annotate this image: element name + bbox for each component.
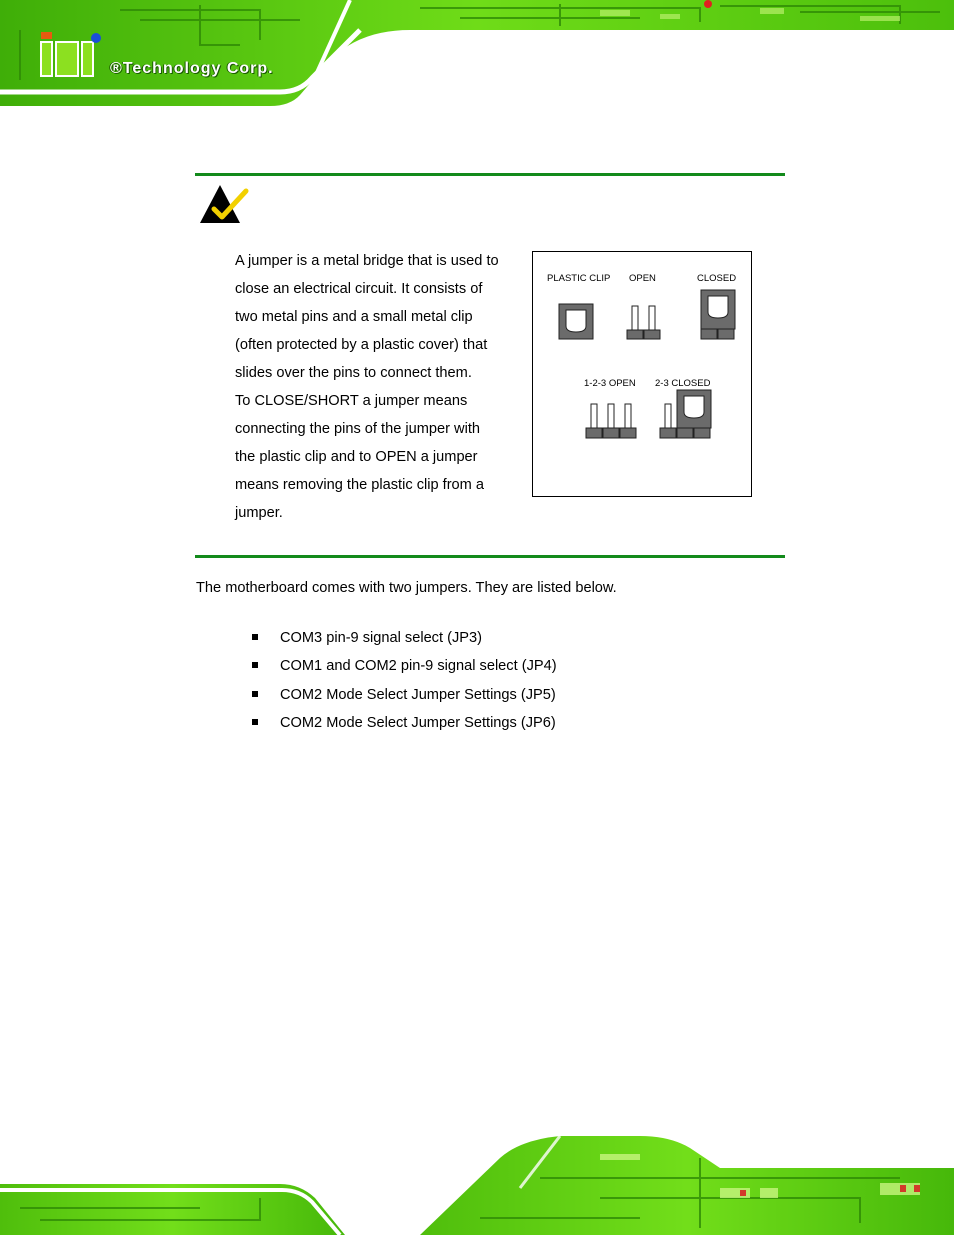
header-banner (0, 0, 954, 112)
list-item (252, 709, 557, 737)
list-item (252, 624, 557, 652)
three-pin-closed-figure (660, 390, 711, 438)
bullet-icon (252, 691, 258, 697)
note-line: means removing the plastic clip from a (235, 477, 485, 493)
circuit-board-footer-graphic (0, 1128, 954, 1235)
label-123-open: 1-2-3 OPEN (584, 378, 636, 389)
list-item-label: COM2 Mode Select Jumper Settings (JP6) (280, 714, 556, 731)
note-line: connecting the pins of the jumper with (235, 421, 480, 437)
label-closed: CLOSED (697, 273, 737, 284)
footer-banner (0, 1128, 954, 1235)
note-line: jumper. (235, 505, 283, 521)
three-pin-open-figure (586, 404, 636, 438)
jumper-list (252, 624, 557, 737)
jumper-diagram (532, 251, 752, 497)
list-item (252, 681, 557, 709)
note-line: slides over the pins to connect them. (235, 365, 472, 381)
note-line: A jumper is a metal bridge that is used to (235, 253, 499, 269)
closed-jumper-figure (701, 290, 735, 339)
label-open: OPEN (629, 273, 656, 284)
note-line: (often protected by a plastic cover) that (235, 337, 488, 353)
jumper-note-text (235, 247, 525, 527)
bullet-icon (252, 634, 258, 640)
list-item-label: COM2 Mode Select Jumper Settings (JP5) (280, 686, 556, 703)
bullet-icon (252, 662, 258, 668)
label-plastic-clip: PLASTIC CLIP (547, 273, 611, 284)
label-23-closed: 2-3 CLOSED (655, 378, 711, 389)
list-item (252, 652, 557, 680)
circuit-board-header-graphic (0, 0, 954, 112)
bullet-icon (252, 719, 258, 725)
note-line: To CLOSE/SHORT a jumper means (235, 393, 468, 409)
plastic-clip-figure (559, 304, 593, 339)
list-item-label: COM3 pin-9 signal select (JP3) (280, 630, 482, 646)
jumper-diagram-graphic (533, 252, 753, 498)
checkmark-triangle-icon (198, 181, 250, 225)
jumper-intro-text: The motherboard comes with two jumpers. They are listed below. (196, 580, 617, 596)
list-item-label: COM1 and COM2 pin-9 signal select (JP4) (280, 658, 557, 675)
note-line: close an electrical circuit. It consists of (235, 281, 483, 297)
open-jumper-figure (627, 306, 660, 339)
note-line: the plastic clip and to OPEN a jumper (235, 449, 478, 465)
note-top-rule (195, 173, 785, 176)
brand-text: ®Technology Corp. (110, 60, 274, 77)
note-bottom-rule (195, 555, 785, 558)
note-line: two metal pins and a small metal clip (235, 309, 473, 325)
